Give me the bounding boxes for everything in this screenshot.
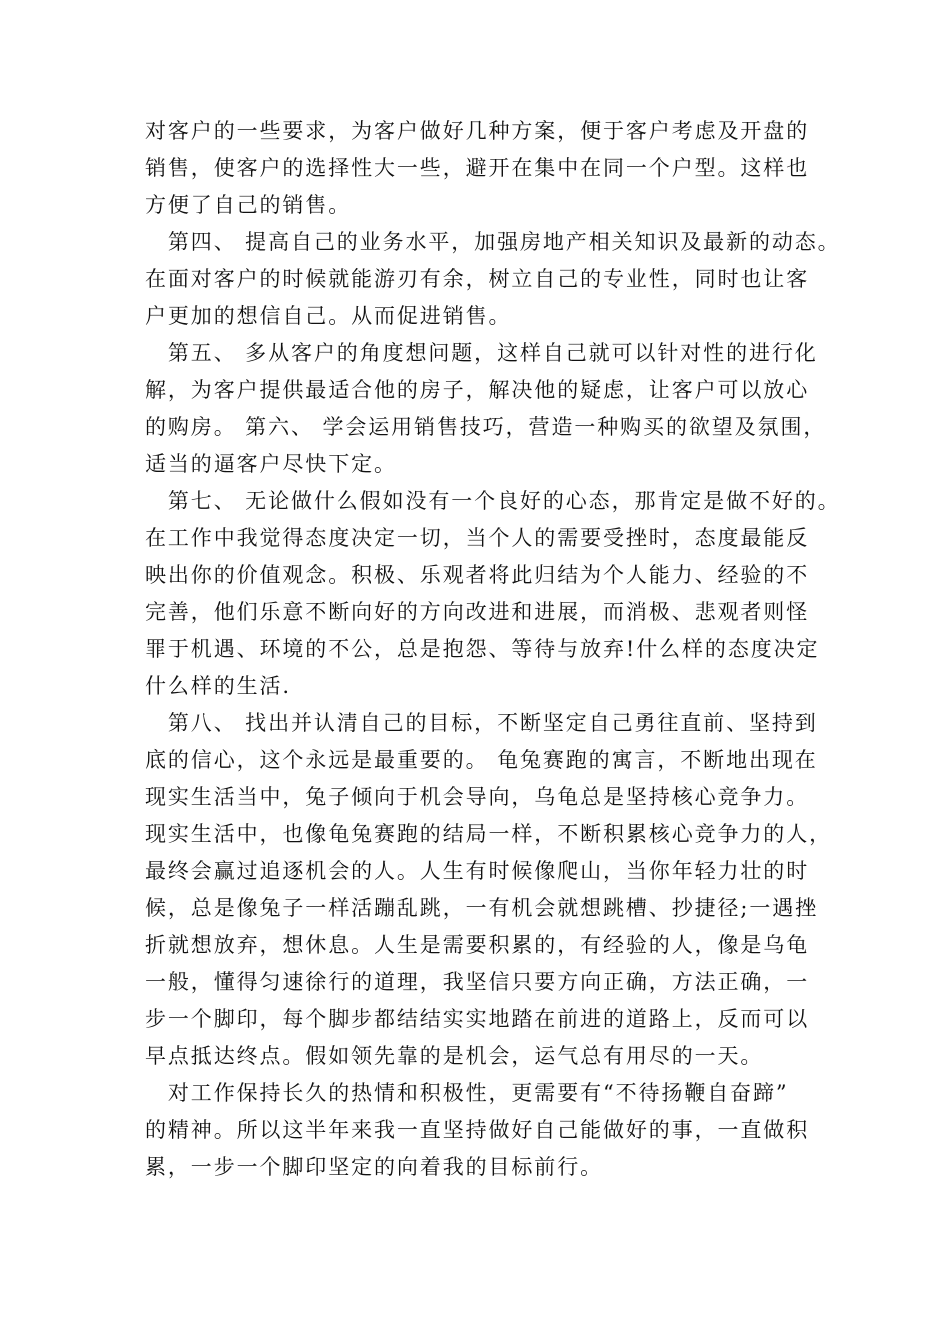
text-line: 现实生活中，也像龟兔赛跑的结局一样，不断积累核心竞争力的人， [145,822,832,846]
paragraph-5-start: 第五、 多从客户的角度想问题，这样自己就可以针对性的进行化 [145,341,818,365]
paragraph-4-start: 第四、 提高自己的业务水平，加强房地产相关知识及最新的动态。 [145,230,841,254]
text-line: 的购房。 第六、 学会运用销售技巧，营造一种购买的欲望及氛围， [145,415,827,439]
text-line: 罪于机遇、环境的不公，总是抱怨、等待与放弃!什么样的态度决定 [145,637,820,661]
text-line: 步一个脚印，每个脚步都结结实实地踏在前进的道路上，反而可以 [145,1007,810,1031]
text-line: 适当的逼客户尽快下定。 [145,452,397,476]
text-line: 在面对客户的时候就能游刃有余，树立自己的专业性，同时也让客 [145,267,810,291]
document-body [145,113,841,1186]
text-line: 累，一步一个脚印坚定的向着我的目标前行。 [145,1155,603,1179]
paragraph-7-start: 第七、 无论做什么假如没有一个良好的心态，那肯定是做不好的。 [145,489,841,513]
text-line: 解，为客户提供最适合他的房子，解决他的疑虑，让客户可以放心 [145,378,810,402]
text-line: 一般，懂得匀速徐行的道理，我坚信只要方向正确，方法正确，一 [145,970,810,994]
paragraph-8-start: 第八、 找出并认清自己的目标，不断坚定自己勇往直前、坚持到 [145,711,818,735]
text-line: 什么样的生活. [145,674,291,698]
text-line: 折就想放弃，想休息。人生是需要积累的，有经验的人，像是乌龟 [145,933,810,957]
text-line: 方便了自己的销售。 [145,193,352,217]
text-line: 的精神。所以这半年来我一直坚持做好自己能做好的事，一直做积 [145,1118,810,1142]
text-line: 底的信心，这个永远是最重要的。 龟兔赛跑的寓言，不断地出现在 [145,748,818,772]
text-line: 映出你的价值观念。积极、乐观者将此归结为个人能力、经验的不 [145,563,810,587]
text-line: 完善，他们乐意不断向好的方向改进和进展，而消极、悲观者则怪 [145,600,810,624]
text-line: 销售，使客户的选择性大一些，避开在集中在同一个户型。这样也 [145,156,810,180]
text-line: 对客户的一些要求，为客户做好几种方案，便于客户考虑及开盘的 [145,119,810,143]
text-line: 最终会赢过追逐机会的人。人生有时候像爬山，当你年轻力壮的时 [145,859,810,883]
text-line: 户更加的想信自己。从而促进销售。 [145,304,512,328]
text-line: 现实生活当中，兔子倾向于机会导向，乌龟总是坚持核心竞争力。 [145,785,810,809]
text-line: 候，总是像兔子一样活蹦乱跳，一有机会就想跳槽、抄捷径;一遇挫 [145,896,819,920]
closing-paragraph-start: 对工作保持长久的热情和积极性，更需要有“不待扬鞭自奋蹄” [145,1081,789,1105]
text-line: 在工作中我觉得态度决定一切，当个人的需要受挫时，态度最能反 [145,526,810,550]
text-line: 早点抵达终点。假如领先靠的是机会，运气总有用尽的一天。 [145,1044,764,1068]
